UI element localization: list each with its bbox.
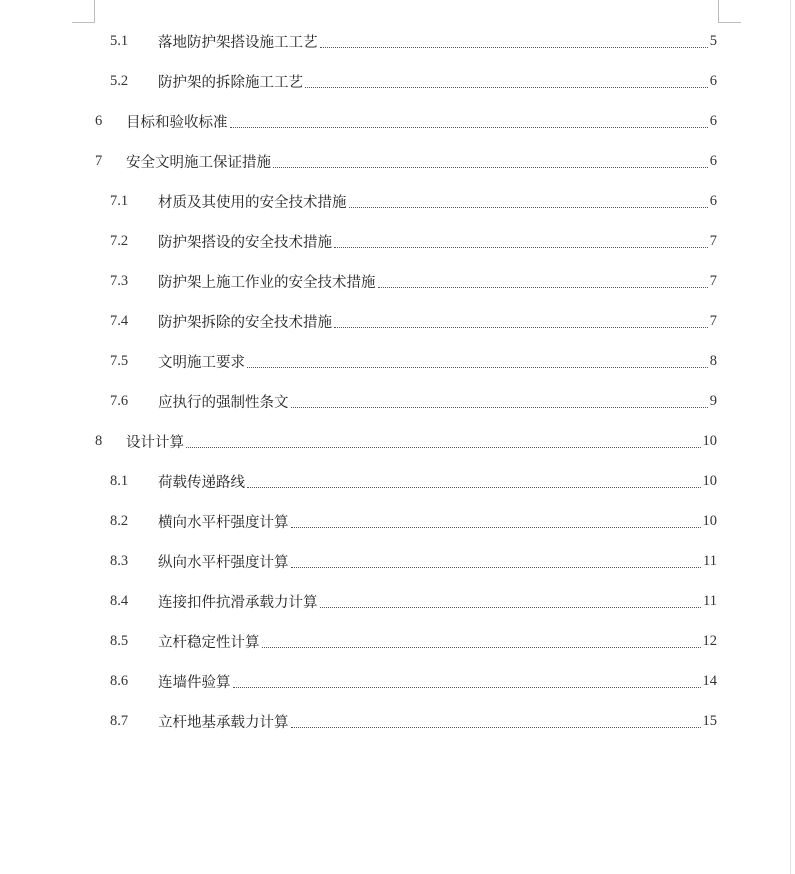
toc-dot-leader	[349, 207, 708, 208]
toc-entry-page: 6	[709, 192, 717, 209]
toc-entry[interactable]	[110, 461, 717, 501]
toc-entry[interactable]	[110, 541, 717, 581]
toc-dot-leader	[262, 647, 701, 648]
toc-dot-leader	[230, 127, 708, 128]
toc-entry-page: 9	[709, 392, 717, 409]
toc-entry-number: 5.1	[110, 32, 129, 49]
toc-entry-number: 7.2	[110, 232, 129, 249]
toc-entry[interactable]	[95, 101, 717, 141]
toc-dot-leader	[320, 47, 708, 48]
toc-entry-title: 目标和验收标准	[126, 114, 228, 131]
toc-entry-page: 10	[702, 472, 717, 489]
toc-entry[interactable]	[110, 261, 717, 301]
toc-entry-number: 8	[95, 432, 103, 449]
toc-entry-number: 7.1	[110, 192, 129, 209]
page-edge-line	[790, 0, 791, 874]
toc-entry-page: 6	[709, 112, 717, 129]
toc-entry-number: 5.2	[110, 72, 129, 89]
toc-dot-leader	[233, 687, 701, 688]
toc-entry-title: 连墙件验算	[158, 674, 231, 691]
toc-entry-title: 防护架上施工作业的安全技术措施	[158, 274, 376, 291]
margin-corner-top-right	[718, 0, 741, 23]
toc-entry-page: 7	[709, 272, 717, 289]
toc-dot-leader	[291, 727, 701, 728]
toc-entry[interactable]	[110, 181, 717, 221]
toc-entry-page: 12	[702, 632, 717, 649]
toc-entry[interactable]	[110, 21, 717, 61]
toc-entry-title: 纵向水平杆强度计算	[158, 554, 289, 571]
toc-entry[interactable]	[110, 621, 717, 661]
toc-entry-page: 10	[702, 512, 717, 529]
toc-entry-number: 8.2	[110, 512, 129, 529]
toc-entry-number: 7	[95, 152, 103, 169]
toc-entry-title: 安全文明施工保证措施	[126, 154, 271, 171]
toc-entry-title: 防护架的拆除施工工艺	[158, 74, 303, 91]
toc-entry[interactable]	[110, 581, 717, 621]
toc-dot-leader	[305, 87, 708, 88]
toc-entry-number: 8.7	[110, 712, 129, 729]
toc-dot-leader	[291, 527, 701, 528]
toc-dot-leader	[320, 607, 702, 608]
toc-dot-leader	[334, 247, 708, 248]
toc-entry[interactable]	[110, 701, 717, 741]
margin-corner-top-left	[72, 0, 95, 23]
toc-entry-title: 荷载传递路线	[158, 474, 245, 491]
toc-entry-number: 7.5	[110, 352, 129, 369]
toc-entry-number: 7.3	[110, 272, 129, 289]
toc-entry-title: 文明施工要求	[158, 354, 245, 371]
toc-entry-number: 8.6	[110, 672, 129, 689]
toc-entry-number: 7.4	[110, 312, 129, 329]
toc-dot-leader	[378, 287, 708, 288]
toc-entry-title: 防护架搭设的安全技术措施	[158, 234, 332, 251]
toc-entry-title: 防护架拆除的安全技术措施	[158, 314, 332, 331]
toc-dot-leader	[291, 567, 702, 568]
toc-entry-title: 应执行的强制性条文	[158, 394, 289, 411]
toc-entry-number: 8.5	[110, 632, 129, 649]
toc-entry-page: 14	[702, 672, 717, 689]
toc-entry-title: 材质及其使用的安全技术措施	[158, 194, 347, 211]
toc-entry-page: 11	[703, 552, 717, 569]
toc-entry-title: 横向水平杆强度计算	[158, 514, 289, 531]
toc-entry[interactable]	[110, 341, 717, 381]
toc-entry-page: 6	[709, 152, 717, 169]
toc-entry-page: 8	[709, 352, 717, 369]
toc-entry[interactable]	[95, 421, 717, 461]
toc-entry-number: 8.4	[110, 592, 129, 609]
toc-entry-title: 立杆地基承载力计算	[158, 714, 289, 731]
toc-entry[interactable]	[110, 221, 717, 261]
toc-entry-number: 7.6	[110, 392, 129, 409]
toc-dot-leader	[186, 447, 701, 448]
toc-entry[interactable]	[95, 141, 717, 181]
toc-entry[interactable]	[110, 501, 717, 541]
toc-entry-page: 6	[709, 72, 717, 89]
toc-entry-number: 6	[95, 112, 103, 129]
toc-entry-page: 15	[702, 712, 717, 729]
toc-entry[interactable]	[110, 661, 717, 701]
toc-entry[interactable]	[110, 301, 717, 341]
toc-entry-number: 8.3	[110, 552, 129, 569]
toc-entry-title: 连接扣件抗滑承载力计算	[158, 594, 318, 611]
toc-dot-leader	[273, 167, 708, 168]
toc-entry-page: 7	[709, 232, 717, 249]
toc-entry-page: 11	[703, 592, 717, 609]
toc-entry-page: 7	[709, 312, 717, 329]
toc-entry-page: 10	[702, 432, 717, 449]
toc-entry[interactable]	[110, 61, 717, 101]
toc-entry-page: 5	[709, 32, 717, 49]
toc-entry-number: 8.1	[110, 472, 129, 489]
toc-entry[interactable]	[110, 381, 717, 421]
toc-entry-title: 立杆稳定性计算	[158, 634, 260, 651]
toc-entry-title: 设计计算	[126, 434, 184, 451]
toc-dot-leader	[247, 367, 708, 368]
toc-dot-leader	[247, 487, 701, 488]
toc-dot-leader	[291, 407, 708, 408]
toc-dot-leader	[334, 327, 708, 328]
toc-entry-title: 落地防护架搭设施工工艺	[158, 34, 318, 51]
